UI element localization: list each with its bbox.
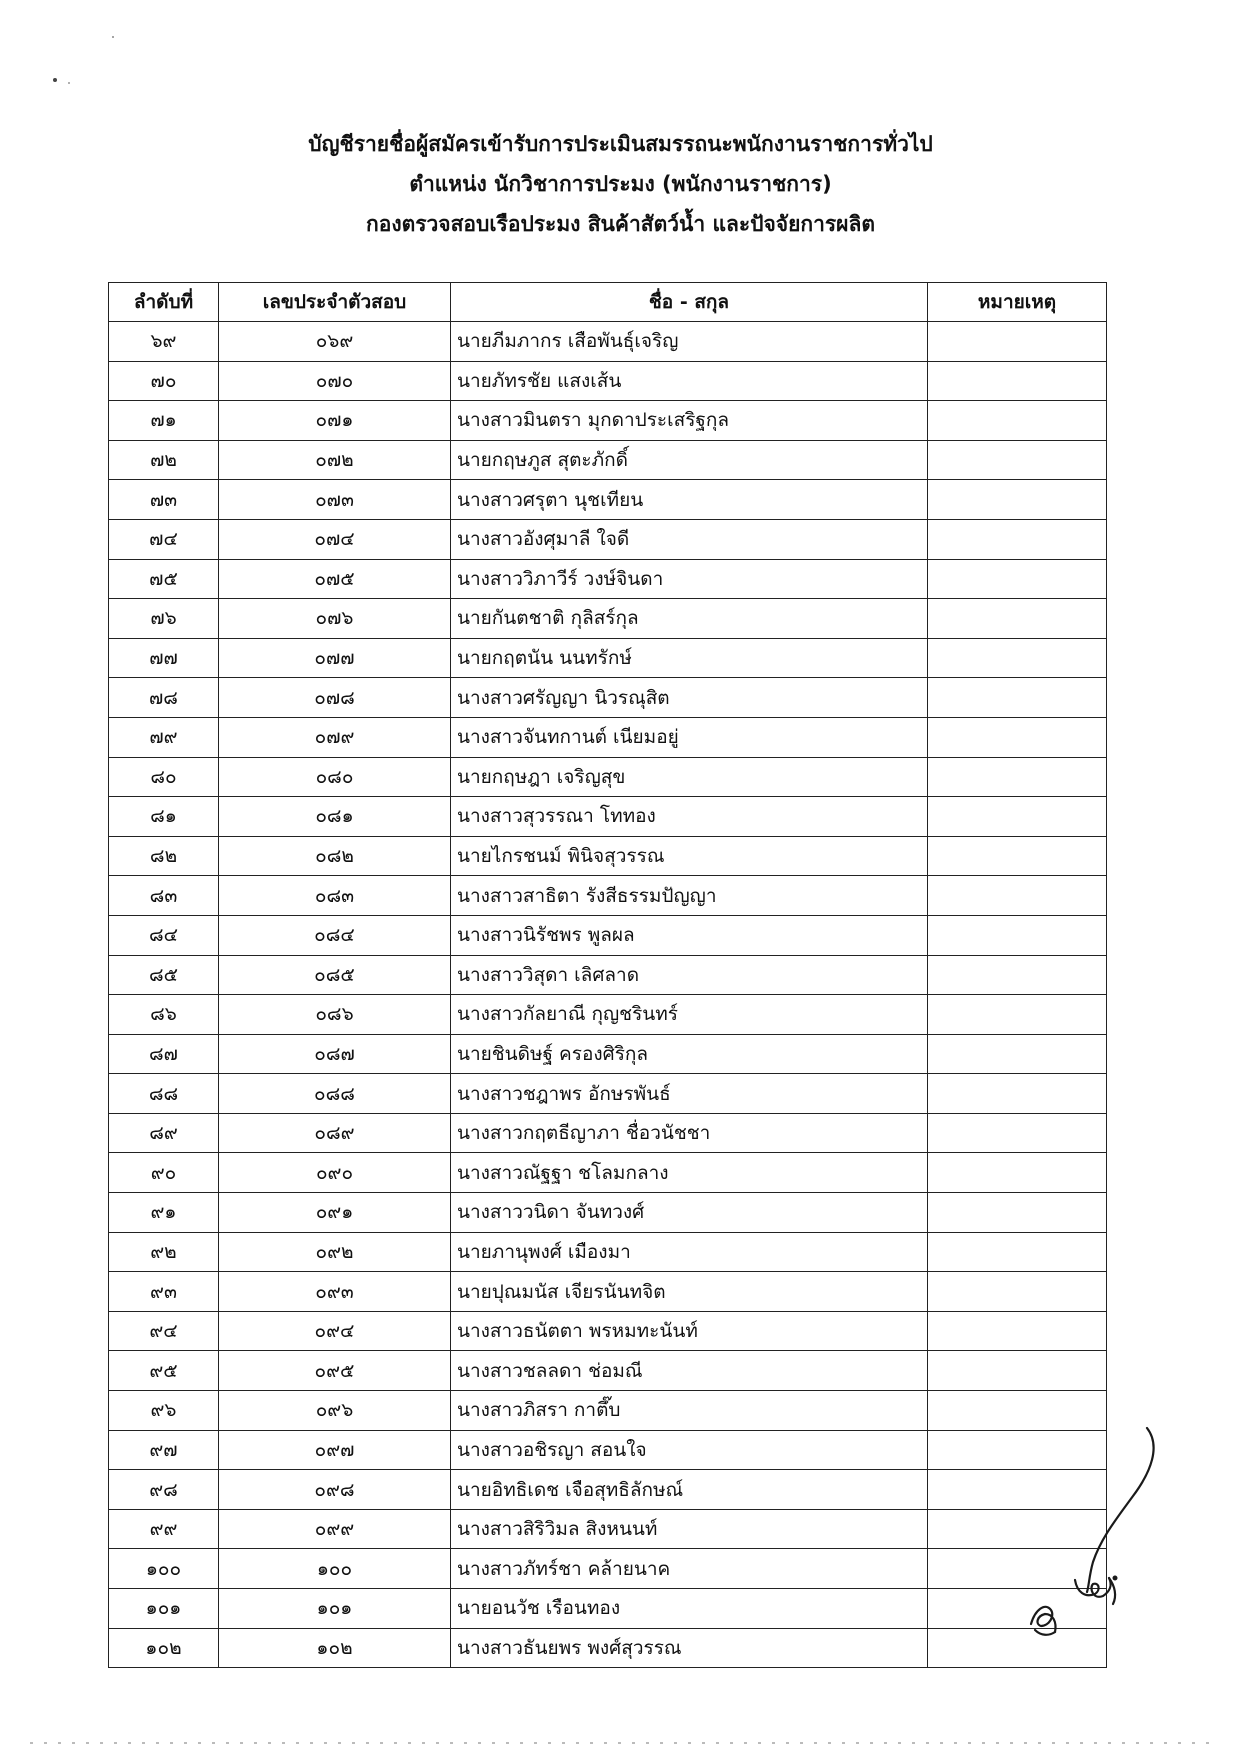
cell-order: ๘๖ — [109, 995, 219, 1035]
cell-order: ๖๙ — [109, 322, 219, 362]
table-row — [109, 480, 1107, 520]
table-row — [109, 1589, 1107, 1629]
cell-exam-id: ๐๘๐ — [219, 757, 451, 797]
cell-exam-id: ๐๗๑ — [219, 401, 451, 441]
cell-exam-id: ๐๘๒ — [219, 836, 451, 876]
cell-exam-id: ๐๙๒ — [219, 1232, 451, 1272]
table-row — [109, 1193, 1107, 1233]
cell-exam-id: ๐๗๗ — [219, 638, 451, 678]
cell-order: ๘๕ — [109, 955, 219, 995]
cell-full-name: นางสาววิภาวีร์ วงษ์จินดา — [451, 559, 928, 599]
scan-speck — [68, 82, 70, 84]
cell-order: ๘๘ — [109, 1074, 219, 1114]
cell-full-name: นายไกรชนม์ พินิจสุวรรณ — [451, 836, 928, 876]
cell-order: ๙๙ — [109, 1509, 219, 1549]
cell-remarks — [928, 519, 1107, 559]
cell-order: ๙๘ — [109, 1470, 219, 1510]
table-row — [109, 955, 1107, 995]
cell-full-name: นางสาวสุวรรณา โททอง — [451, 797, 928, 837]
table-body — [109, 322, 1107, 1668]
cell-remarks — [928, 1351, 1107, 1391]
cell-order: ๑๐๐ — [109, 1549, 219, 1589]
cell-exam-id: ๐๖๙ — [219, 322, 451, 362]
cell-full-name: นายกฤษภูส สุตะภักดิ์ — [451, 440, 928, 480]
cell-exam-id: ๐๘๗ — [219, 1034, 451, 1074]
cell-remarks — [928, 638, 1107, 678]
cell-remarks — [928, 1034, 1107, 1074]
cell-full-name: นายภัทรชัย แสงเส้น — [451, 361, 928, 401]
cell-exam-id: ๐๙๖ — [219, 1391, 451, 1431]
cell-full-name: นายปุณมนัส เจียรนันทจิต — [451, 1272, 928, 1312]
cell-full-name: นางสาวอังศุมาลี ใจดี — [451, 519, 928, 559]
cell-order: ๗๐ — [109, 361, 219, 401]
table-row — [109, 401, 1107, 441]
cell-full-name: นายอนวัช เรือนทอง — [451, 1589, 928, 1629]
cell-remarks — [928, 440, 1107, 480]
cell-exam-id: ๐๗๘ — [219, 678, 451, 718]
cell-remarks — [928, 1193, 1107, 1233]
cell-order: ๗๕ — [109, 559, 219, 599]
cell-full-name: นายชินดิษฐ์ ครองศิริกุล — [451, 1034, 928, 1074]
cell-full-name: นางสาววนิดา จันทวงศ์ — [451, 1193, 928, 1233]
cell-full-name: นายอิทธิเดช เจือสุทธิลักษณ์ — [451, 1470, 928, 1510]
table-row — [109, 678, 1107, 718]
cell-full-name: นางสาวธนัตตา พรหมทะนันท์ — [451, 1311, 928, 1351]
cell-full-name: นางสาวณัฐฐา ชโลมกลาง — [451, 1153, 928, 1193]
document-title-line-3: กองตรวจสอบเรือประมง สินค้าสัตว์น้ำ และปัจจัยการผลิต — [366, 212, 875, 236]
cell-order: ๑๐๒ — [109, 1628, 219, 1668]
cell-full-name: นายภีมภากร เสือพันธุ์เจริญ — [451, 322, 928, 362]
cell-full-name: นางสาวศรุตา นุชเทียน — [451, 480, 928, 520]
table-row — [109, 322, 1107, 362]
cell-full-name: นายกฤตนัน นนทรักษ์ — [451, 638, 928, 678]
table-row — [109, 361, 1107, 401]
table-row — [109, 519, 1107, 559]
cell-full-name: นางสาวอชิรญา สอนใจ — [451, 1430, 928, 1470]
cell-remarks — [928, 1272, 1107, 1312]
cell-order: ๙๗ — [109, 1430, 219, 1470]
cell-order: ๙๔ — [109, 1311, 219, 1351]
cell-exam-id: ๑๐๑ — [219, 1589, 451, 1629]
table-row — [109, 1470, 1107, 1510]
cell-exam-id: ๐๘๑ — [219, 797, 451, 837]
cell-exam-id: ๐๘๕ — [219, 955, 451, 995]
cell-exam-id: ๐๗๐ — [219, 361, 451, 401]
table-row — [109, 1549, 1107, 1589]
table-row — [109, 797, 1107, 837]
cell-exam-id: ๐๙๗ — [219, 1430, 451, 1470]
cell-order: ๗๖ — [109, 599, 219, 639]
cell-remarks — [928, 401, 1107, 441]
cell-remarks — [928, 995, 1107, 1035]
cell-full-name: นางสาวสิริวิมล สิงหนนท์ — [451, 1509, 928, 1549]
cell-order: ๗๒ — [109, 440, 219, 480]
cell-remarks — [928, 915, 1107, 955]
scan-speck — [112, 36, 114, 38]
table-row — [109, 599, 1107, 639]
cell-exam-id: ๑๐๐ — [219, 1549, 451, 1589]
cell-exam-id: ๐๘๖ — [219, 995, 451, 1035]
cell-full-name: นางสาวจันทกานต์ เนียมอยู่ — [451, 717, 928, 757]
cell-exam-id: ๐๙๙ — [219, 1509, 451, 1549]
cell-remarks — [928, 955, 1107, 995]
document-title-line-1: บัญชีรายชื่อผู้สมัครเข้ารับการประเมินสมรรถนะพนักงานราชการทั่วไป — [308, 132, 933, 156]
table-row — [109, 1232, 1107, 1272]
table-row — [109, 876, 1107, 916]
cell-exam-id: ๐๗๙ — [219, 717, 451, 757]
cell-exam-id: ๐๙๐ — [219, 1153, 451, 1193]
cell-order: ๘๒ — [109, 836, 219, 876]
cell-order: ๗๓ — [109, 480, 219, 520]
cell-full-name: นางสาวภิสรา กาตึ๊บ — [451, 1391, 928, 1431]
cell-order: ๘๐ — [109, 757, 219, 797]
table-row — [109, 836, 1107, 876]
table-row — [109, 1628, 1107, 1668]
table-row — [109, 1311, 1107, 1351]
cell-remarks — [928, 1153, 1107, 1193]
handwritten-signature — [1005, 1420, 1165, 1640]
table-row — [109, 1351, 1107, 1391]
table-row — [109, 638, 1107, 678]
column-header-order: ลำดับที่ — [109, 283, 219, 322]
scan-speck — [53, 78, 57, 82]
cell-remarks — [928, 480, 1107, 520]
cell-remarks — [928, 1074, 1107, 1114]
cell-order: ๘๓ — [109, 876, 219, 916]
cell-remarks — [928, 757, 1107, 797]
cell-order: ๗๘ — [109, 678, 219, 718]
cell-order: ๘๑ — [109, 797, 219, 837]
cell-full-name: นางสาวชฎาพร อักษรพันธ์ — [451, 1074, 928, 1114]
cell-remarks — [928, 797, 1107, 837]
scan-edge-noise — [30, 1742, 1220, 1744]
cell-exam-id: ๐๘๓ — [219, 876, 451, 916]
cell-full-name: นางสาวธันยพร พงศ์สุวรรณ — [451, 1628, 928, 1668]
column-header-remarks: หมายเหตุ — [928, 283, 1107, 322]
table-header-row — [109, 283, 1107, 322]
table-row — [109, 1074, 1107, 1114]
cell-remarks — [928, 599, 1107, 639]
table-row — [109, 1430, 1107, 1470]
table-row — [109, 915, 1107, 955]
cell-full-name: นายภานุพงศ์ เมืองมา — [451, 1232, 928, 1272]
cell-exam-id: ๐๙๓ — [219, 1272, 451, 1312]
cell-order: ๙๒ — [109, 1232, 219, 1272]
column-header-exam-id: เลขประจำตัวสอบ — [219, 283, 451, 322]
cell-order: ๙๐ — [109, 1153, 219, 1193]
cell-exam-id: ๑๐๒ — [219, 1628, 451, 1668]
table-row — [109, 1391, 1107, 1431]
cell-remarks — [928, 559, 1107, 599]
cell-order: ๘๙ — [109, 1113, 219, 1153]
cell-order: ๗๔ — [109, 519, 219, 559]
cell-exam-id: ๐๗๔ — [219, 519, 451, 559]
cell-full-name: นางสาวกฤตธีญาภา ชื่อวนัชชา — [451, 1113, 928, 1153]
cell-full-name: นางสาววิสุดา เลิศลาด — [451, 955, 928, 995]
table-row — [109, 440, 1107, 480]
cell-full-name: นางสาวศรัญญา นิวรณุสิต — [451, 678, 928, 718]
cell-remarks — [928, 836, 1107, 876]
cell-remarks — [928, 1113, 1107, 1153]
table-row — [109, 1509, 1107, 1549]
table-row — [109, 995, 1107, 1035]
cell-full-name: นางสาวชลลดา ช่อมณี — [451, 1351, 928, 1391]
cell-order: ๙๓ — [109, 1272, 219, 1312]
table-row — [109, 757, 1107, 797]
cell-exam-id: ๐๙๑ — [219, 1193, 451, 1233]
cell-exam-id: ๐๘๔ — [219, 915, 451, 955]
cell-exam-id: ๐๙๕ — [219, 1351, 451, 1391]
cell-order: ๗๗ — [109, 638, 219, 678]
cell-exam-id: ๐๗๒ — [219, 440, 451, 480]
cell-exam-id: ๐๘๘ — [219, 1074, 451, 1114]
column-header-full-name: ชื่อ - สกุล — [451, 283, 928, 322]
cell-full-name: นายกฤษฎา เจริญสุข — [451, 757, 928, 797]
document-title-line-2: ตำแหน่ง นักวิชาการประมง (พนักงานราชการ) — [409, 172, 832, 196]
cell-full-name: นางสาวมินตรา มุกดาประเสริฐกุล — [451, 401, 928, 441]
cell-full-name: นางสาวสาธิตา รังสีธรรมปัญญา — [451, 876, 928, 916]
cell-full-name: นางสาวนิรัชพร พูลผล — [451, 915, 928, 955]
table-row — [109, 717, 1107, 757]
cell-order: ๗๑ — [109, 401, 219, 441]
table-row — [109, 1034, 1107, 1074]
cell-remarks — [928, 1311, 1107, 1351]
cell-remarks — [928, 1232, 1107, 1272]
cell-order: ๑๐๑ — [109, 1589, 219, 1629]
cell-order: ๙๑ — [109, 1193, 219, 1233]
cell-order: ๙๖ — [109, 1391, 219, 1431]
table-row — [109, 559, 1107, 599]
cell-full-name: นางสาวภัทร์ชา คล้ายนาค — [451, 1549, 928, 1589]
table-row — [109, 1153, 1107, 1193]
cell-order: ๘๗ — [109, 1034, 219, 1074]
cell-remarks — [928, 322, 1107, 362]
cell-remarks — [928, 717, 1107, 757]
cell-remarks — [928, 678, 1107, 718]
cell-order: ๘๔ — [109, 915, 219, 955]
cell-full-name: นางสาวกัลยาณี กุญชรินทร์ — [451, 995, 928, 1035]
table-row — [109, 1272, 1107, 1312]
cell-exam-id: ๐๙๘ — [219, 1470, 451, 1510]
cell-order: ๗๙ — [109, 717, 219, 757]
cell-exam-id: ๐๘๙ — [219, 1113, 451, 1153]
cell-remarks — [928, 876, 1107, 916]
cell-order: ๙๕ — [109, 1351, 219, 1391]
cell-exam-id: ๐๗๓ — [219, 480, 451, 520]
cell-full-name: นายกันตชาติ กุลิสร์กุล — [451, 599, 928, 639]
candidate-table — [108, 282, 1107, 1668]
table-row — [109, 1113, 1107, 1153]
cell-exam-id: ๐๙๔ — [219, 1311, 451, 1351]
cell-exam-id: ๐๗๕ — [219, 559, 451, 599]
cell-exam-id: ๐๗๖ — [219, 599, 451, 639]
cell-remarks — [928, 361, 1107, 401]
